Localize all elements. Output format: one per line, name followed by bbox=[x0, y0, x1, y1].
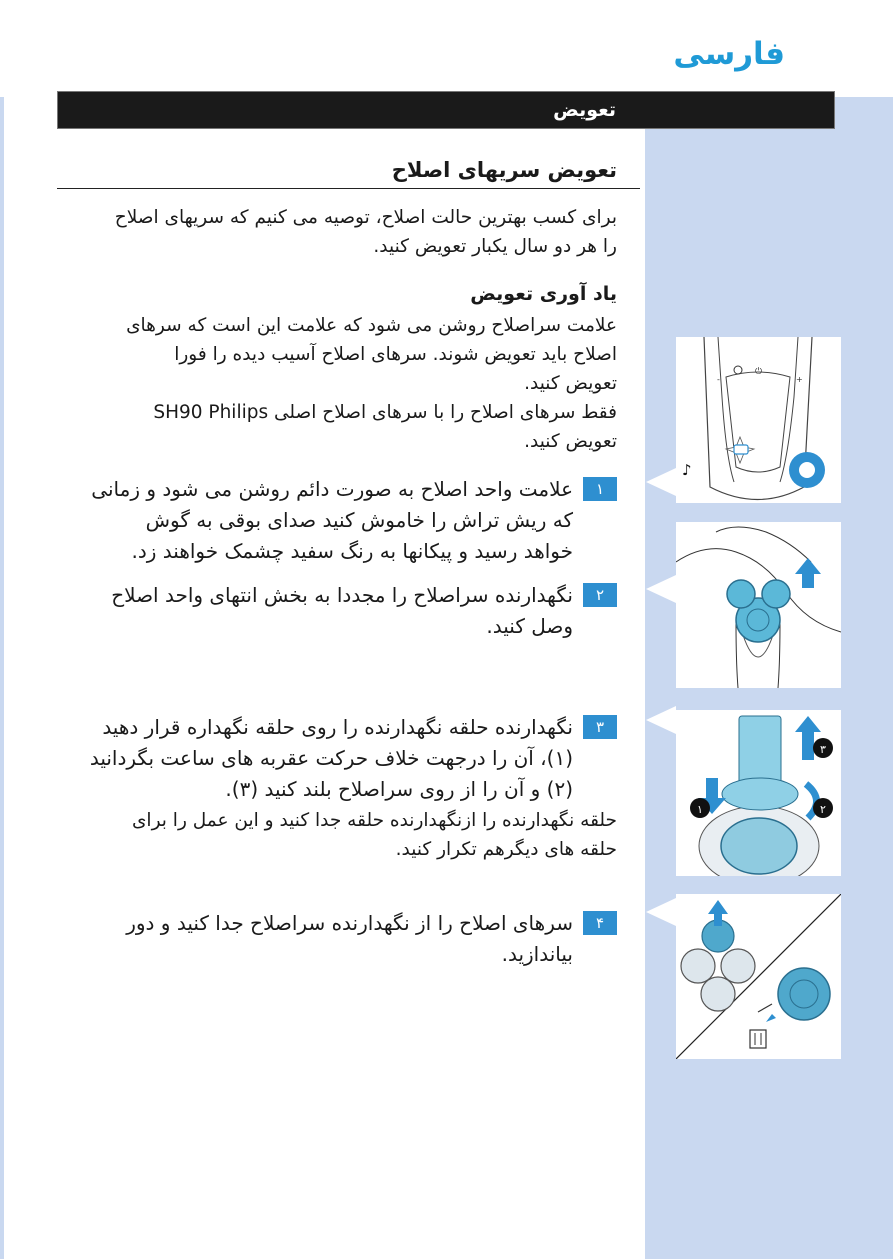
reminder-line: علامت سراصلاح روشن می شود که علامت این است که سرهای bbox=[126, 315, 617, 336]
step-line: علامت واحد اصلاح به صورت دائم روشن می شود و زمانی bbox=[91, 477, 573, 501]
intro-line: برای کسب بهترین حالت اصلاح، توصیه می کنیم که سریهای اصلاح bbox=[114, 207, 617, 228]
step-line: سرهای اصلاح را از نگهدارنده سراصلاح جدا کنید و دور bbox=[126, 911, 573, 935]
language-title: فارسی bbox=[673, 36, 785, 72]
shaver-display-svg bbox=[676, 337, 841, 503]
illustration-pointer bbox=[646, 706, 676, 734]
step-line: (۲) و آن را از روی سراصلاح بلند کنید (۳). bbox=[225, 777, 573, 801]
step-line: بیاندازید. bbox=[501, 942, 573, 966]
trash-bin-icon bbox=[750, 1030, 766, 1048]
svg-text:-: - bbox=[717, 375, 720, 384]
retaining-ring-svg bbox=[676, 710, 841, 876]
discard-arrow-icon bbox=[758, 1004, 776, 1022]
speaker-beep-icon bbox=[682, 461, 692, 479]
step-4-text bbox=[126, 908, 573, 970]
illustration-retaining-ring bbox=[676, 710, 841, 876]
illustration-pointer bbox=[646, 575, 676, 603]
left-edge-strip bbox=[0, 97, 4, 1259]
callout-2-label: ۲ bbox=[820, 803, 826, 816]
step-line: نگهدارنده سراصلاح را مجددا به بخش انتهای واحد اصلاح bbox=[111, 583, 573, 607]
reminder-line: فقط سرهای اصلاح را با سرهای اصلاح اصلی SH90 Philips bbox=[153, 402, 617, 423]
intro-line: را هر دو سال یکبار تعویض کنید. bbox=[373, 236, 617, 257]
step-line: (۱)، آن را درجهت خلاف حرکت عقربه های ساعت بگردانید bbox=[89, 746, 573, 770]
step-1-text bbox=[91, 474, 573, 567]
page-heading: تعویض سریهای اصلاح bbox=[391, 158, 617, 182]
reminder-line: اصلاح باید تعویض شوند. سرهای اصلاح آسیب دیده را فورا bbox=[174, 344, 617, 365]
illustration-pointer bbox=[646, 468, 676, 496]
reminder-title: یاد آوری تعویض bbox=[470, 283, 617, 305]
illustration-shaver-display bbox=[676, 337, 841, 503]
heading-divider bbox=[57, 188, 640, 189]
step-line: وصل کنید. bbox=[486, 614, 573, 638]
reminder-line: تعویض کنید. bbox=[524, 431, 617, 452]
reminder-line: تعویض کنید. bbox=[524, 373, 617, 394]
shaver-head-svg bbox=[676, 522, 841, 688]
step-3-note bbox=[132, 806, 617, 864]
step-3-badge: ۳ bbox=[583, 715, 617, 739]
shaving-unit-icon bbox=[789, 452, 825, 488]
section-bar bbox=[57, 91, 835, 129]
illustration-pointer bbox=[646, 898, 676, 926]
step-1-badge: ۱ bbox=[583, 477, 617, 501]
step-2-badge: ۲ bbox=[583, 583, 617, 607]
reminder-paragraph bbox=[126, 311, 617, 456]
svg-text:+: + bbox=[796, 375, 803, 384]
step-line: نگهدارنده حلقه نگهدارنده را روی حلقه نگهداره قرار دهید bbox=[102, 715, 573, 739]
section-title: تعویض bbox=[553, 99, 616, 121]
note-line: حلقه نگهدارنده را ازنگهدارنده حلقه جدا کنید و این عمل را برای bbox=[131, 810, 617, 831]
step-4-badge: ۴ bbox=[583, 911, 617, 935]
step-line: خواهد رسید و پیکانها به رنگ سفید چشمک خواهند زد. bbox=[131, 539, 573, 563]
note-line: حلقه های دیگرهم تکرار کنید. bbox=[395, 839, 617, 860]
svg-text:♪: ♪ bbox=[682, 461, 692, 479]
step-3-text bbox=[90, 712, 573, 805]
callout-3-label: ۳ bbox=[820, 743, 826, 756]
intro-paragraph bbox=[115, 203, 617, 261]
discard-heads-svg bbox=[676, 894, 841, 1059]
step-2-text bbox=[111, 580, 573, 642]
illustration-discard-heads bbox=[676, 894, 841, 1059]
shaving-head-disc bbox=[778, 968, 830, 1020]
svg-text:⏻: ⏻ bbox=[755, 367, 763, 377]
callout-1-label: ۱ bbox=[697, 803, 703, 816]
step-line: که ریش تراش را خاموش کنید صدای بوقی به گوش bbox=[145, 508, 573, 532]
illustration-shaver-head bbox=[676, 522, 841, 688]
arrow-up-icon bbox=[795, 558, 821, 588]
